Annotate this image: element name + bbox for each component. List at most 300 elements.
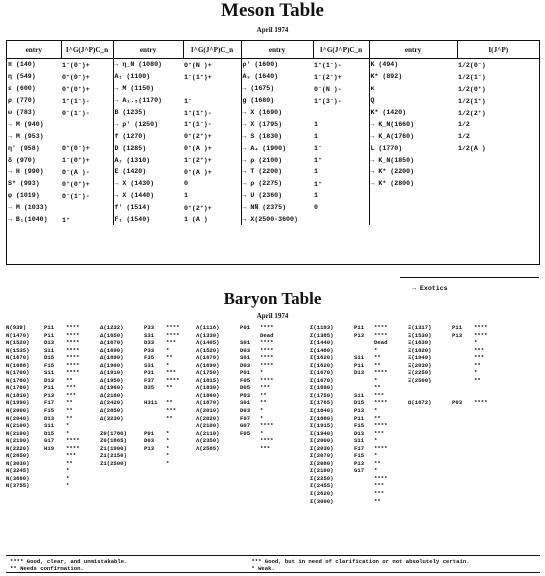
baryon-name: Ξ(1820) bbox=[408, 346, 432, 354]
baryon-wave: P11 bbox=[354, 324, 365, 331]
meson-entry: K* (1420) bbox=[370, 109, 407, 116]
baryon-wave bbox=[452, 339, 474, 347]
list-item bbox=[408, 399, 498, 407]
baryon-rating: ** bbox=[66, 414, 73, 422]
baryon-wave bbox=[240, 437, 260, 445]
meson-entry: D (1285) bbox=[114, 144, 147, 152]
baryon-wave bbox=[354, 339, 374, 347]
baryon-name: Σ(1765) bbox=[310, 399, 334, 407]
list-item bbox=[100, 430, 190, 438]
baryon-wave bbox=[144, 422, 166, 430]
baryon-rating: **** bbox=[374, 324, 388, 331]
baryon-name: N(939) bbox=[6, 324, 27, 331]
baryon-rating: * bbox=[374, 467, 378, 475]
baryon-name: Σ(1620) bbox=[310, 354, 334, 362]
meson-entry bbox=[369, 190, 457, 202]
meson-table-date: April 1974 bbox=[256, 26, 289, 34]
baryon-rating: **** bbox=[374, 474, 388, 482]
baryon-rating: **** bbox=[66, 354, 80, 362]
list-item bbox=[6, 362, 90, 370]
baryon-rating: **** bbox=[260, 354, 274, 362]
baryon-name: Λ(2585) bbox=[196, 444, 220, 452]
baryon-wave bbox=[144, 415, 166, 423]
meson-entry: K (494) bbox=[370, 61, 399, 69]
list-item bbox=[100, 452, 190, 460]
meson-entry: ρ (770) bbox=[8, 97, 36, 105]
baryon-name: Σ(1385) bbox=[310, 331, 334, 339]
meson-entry: → K_A(1760) bbox=[370, 132, 415, 140]
table-row bbox=[7, 178, 539, 190]
meson-entry: κ bbox=[370, 85, 375, 93]
table-row bbox=[7, 71, 539, 83]
meson-entry: ε (600) bbox=[8, 85, 36, 93]
baryon-rating: ** bbox=[374, 414, 381, 422]
baryon-wave bbox=[452, 377, 474, 385]
table-row bbox=[7, 142, 539, 154]
baryon-rating: * bbox=[166, 452, 170, 460]
baryon-rating: *** bbox=[474, 346, 485, 354]
meson-quantum-numbers: 1⁺(1⁻)- bbox=[183, 118, 241, 130]
baryon-rating: * bbox=[66, 429, 70, 437]
meson-quantum-numbers: 1 bbox=[313, 190, 369, 202]
list-item bbox=[100, 332, 190, 340]
baryon-wave bbox=[144, 407, 166, 415]
table-row bbox=[7, 95, 539, 107]
meson-entry: → H (990) bbox=[8, 168, 44, 176]
list-item bbox=[6, 354, 90, 362]
meson-quantum-numbers: 1/2(A ) bbox=[458, 144, 486, 152]
list-item bbox=[408, 362, 498, 370]
table-row bbox=[7, 154, 539, 166]
table-row bbox=[7, 83, 539, 95]
list-item bbox=[196, 437, 286, 445]
list-item bbox=[310, 422, 398, 430]
list-item bbox=[100, 422, 190, 430]
baryon-name: Z0(1780) bbox=[100, 429, 127, 437]
meson-entry: → X (1795) bbox=[242, 120, 283, 128]
meson-entry: → M (1150) bbox=[114, 85, 155, 93]
list-item bbox=[196, 430, 286, 438]
list-item bbox=[100, 362, 190, 370]
baryon-name: Δ(2850) bbox=[100, 407, 124, 415]
baryon-rating: **** bbox=[374, 331, 388, 339]
baryon-name: Σ(1915) bbox=[310, 422, 334, 430]
baryon-rating: **** bbox=[260, 361, 274, 369]
baryon-rating: **** bbox=[66, 346, 80, 354]
list-item bbox=[310, 475, 398, 483]
meson-entry: → A₁.₅(1170) bbox=[114, 97, 162, 105]
baryon-name: Ξ(1940) bbox=[408, 354, 432, 362]
list-item bbox=[6, 482, 90, 490]
baryon-wave bbox=[354, 384, 374, 392]
baryon-name: N(3030) bbox=[6, 459, 30, 467]
list-item bbox=[100, 384, 190, 392]
baryon-wave: P11 bbox=[354, 361, 365, 369]
baryon-wave bbox=[240, 332, 260, 340]
meson-header-3: I^G(J^P)C_n bbox=[183, 41, 241, 59]
list-item bbox=[310, 347, 398, 355]
list-item bbox=[310, 384, 398, 392]
list-item bbox=[408, 339, 498, 347]
baryon-rating: * bbox=[166, 437, 170, 445]
meson-quantum-numbers bbox=[313, 107, 369, 119]
meson-quantum-numbers bbox=[457, 178, 539, 190]
list-item bbox=[196, 369, 286, 377]
meson-header-6: entry bbox=[369, 41, 457, 59]
baryon-name: N(1780) bbox=[6, 384, 30, 392]
baryon-name: Δ(1670) bbox=[100, 339, 124, 347]
baryon-rating: * bbox=[66, 474, 70, 482]
meson-entry: L (1770) bbox=[370, 144, 403, 152]
meson-quantum-numbers: 1/2 bbox=[458, 132, 470, 140]
list-item bbox=[196, 377, 286, 385]
meson-quantum-numbers: 1⁺ bbox=[313, 178, 369, 190]
baryon-name: Σ(2100) bbox=[310, 467, 334, 475]
baryon-name: Σ(1193) bbox=[310, 324, 334, 331]
list-item bbox=[6, 415, 90, 423]
list-item bbox=[100, 437, 190, 445]
baryon-name: Λ(1116) bbox=[196, 324, 220, 331]
table-row bbox=[7, 214, 539, 226]
baryon-rating: **** bbox=[260, 324, 274, 331]
meson-quantum-numbers: 0⁻(1⁻)- bbox=[61, 107, 113, 119]
meson-quantum-numbers: 0⁺(0⁻)+ bbox=[61, 71, 113, 83]
baryon-rating: **** bbox=[374, 422, 388, 430]
list-item bbox=[100, 399, 190, 407]
list-item bbox=[310, 399, 398, 407]
baryon-rating: * bbox=[66, 422, 70, 430]
baryon-name: N(2040) bbox=[6, 414, 30, 422]
baryon-rating: ** bbox=[260, 391, 267, 399]
meson-entry: → S (1830) bbox=[242, 132, 283, 140]
meson-quantum-numbers: 1/2(0⁻) bbox=[458, 61, 486, 69]
list-item bbox=[310, 324, 398, 332]
meson-header-2: entry bbox=[113, 41, 183, 59]
list-item bbox=[6, 437, 90, 445]
baryon-name: Δ(1690) bbox=[100, 346, 124, 354]
baryon-wave: D33 bbox=[144, 339, 155, 347]
meson-entry: ω (783) bbox=[8, 109, 36, 116]
baryon-wave bbox=[44, 460, 66, 468]
baryon-wave: P33 bbox=[144, 324, 155, 331]
baryon-name: Σ(1750) bbox=[310, 391, 334, 399]
baryon-wave bbox=[44, 452, 66, 460]
baryon-rating: **** bbox=[260, 376, 274, 384]
baryon-name: Λ(2100) bbox=[196, 422, 220, 430]
list-item bbox=[408, 332, 498, 340]
meson-entry bbox=[369, 214, 457, 226]
meson-quantum-numbers: 1⁻(1⁺)+ bbox=[183, 71, 241, 83]
list-item bbox=[310, 460, 398, 468]
baryon-name: N(2650) bbox=[6, 452, 30, 460]
baryon-wave bbox=[44, 482, 66, 490]
baryon-wave bbox=[452, 369, 474, 377]
baryon-xi-column bbox=[408, 324, 498, 407]
list-item bbox=[6, 460, 90, 468]
meson-quantum-numbers: 1⁻ bbox=[313, 142, 369, 154]
baryon-wave bbox=[452, 354, 474, 362]
meson-entry: B (1235) bbox=[114, 109, 147, 116]
baryon-wave: D13 bbox=[354, 429, 365, 437]
list-item bbox=[310, 445, 398, 453]
list-item bbox=[6, 430, 90, 438]
baryon-rating: ** bbox=[166, 399, 173, 407]
baryon-wave: P11 bbox=[354, 414, 365, 422]
baryon-lambda-column bbox=[196, 324, 286, 452]
baryon-rating: * bbox=[166, 444, 170, 452]
baryon-rating: * bbox=[474, 339, 478, 347]
baryon-rating: *** bbox=[260, 444, 271, 452]
baryon-rating: **** bbox=[260, 437, 274, 445]
list-item bbox=[6, 369, 90, 377]
baryon-wave bbox=[144, 460, 166, 468]
meson-quantum-numbers: 0⁻(A )- bbox=[61, 166, 113, 178]
baryon-name: Z1(2150) bbox=[100, 452, 127, 460]
baryon-rating: *** bbox=[260, 384, 271, 392]
list-item bbox=[6, 452, 90, 460]
list-item bbox=[408, 384, 498, 392]
meson-header-0: entry bbox=[7, 41, 61, 59]
list-item bbox=[196, 354, 286, 362]
baryon-rating: **** bbox=[474, 399, 488, 407]
meson-entry: g (1680) bbox=[242, 97, 275, 105]
meson-entry: δ (970) bbox=[8, 156, 36, 164]
baryon-rating: **** bbox=[374, 444, 388, 452]
list-item bbox=[6, 467, 90, 475]
meson-quantum-numbers: 0⁺(A )+ bbox=[183, 142, 241, 154]
baryon-wave bbox=[354, 482, 374, 490]
meson-header-1: I^G(J^P)C_n bbox=[61, 41, 113, 59]
baryon-name: Λ(1830) bbox=[196, 384, 220, 392]
baryon-rating: ** bbox=[66, 459, 73, 467]
legend-bottom-rule bbox=[6, 572, 540, 573]
baryon-rating: * bbox=[66, 482, 70, 490]
table-row bbox=[7, 107, 539, 119]
list-item bbox=[196, 415, 286, 423]
baryon-name: Λ(1520) bbox=[196, 346, 220, 354]
meson-header-7: I(J^P) bbox=[457, 41, 539, 59]
list-item bbox=[6, 339, 90, 347]
baryon-name: Z1(2500) bbox=[100, 459, 127, 467]
baryon-name: N(1810) bbox=[6, 391, 30, 399]
baryon-name: Σ(2070) bbox=[310, 452, 334, 460]
list-item bbox=[196, 324, 286, 332]
baryon-rating bbox=[166, 422, 190, 430]
baryon-wave: P13 bbox=[452, 331, 463, 339]
meson-entry: → K* (2200) bbox=[370, 168, 415, 176]
meson-entry: A₃ (1640) bbox=[242, 73, 279, 81]
meson-entry: f' (1514) bbox=[114, 204, 151, 212]
meson-quantum-numbers bbox=[457, 166, 539, 178]
baryon-name: Σ(2000) bbox=[310, 437, 334, 445]
baryon-wave bbox=[452, 384, 474, 392]
list-item bbox=[408, 354, 498, 362]
baryon-wave: S11 bbox=[44, 422, 55, 430]
meson-entry: → A₄ (1900) bbox=[242, 144, 287, 152]
list-item bbox=[196, 347, 286, 355]
legend-weak: * Weak. bbox=[251, 565, 275, 572]
meson-quantum-numbers: 1⁺ bbox=[61, 214, 113, 226]
baryon-wave: H19 bbox=[44, 444, 55, 452]
baryon-name: Λ(1870) bbox=[196, 399, 220, 407]
baryon-wave: P11 bbox=[44, 331, 55, 339]
baryon-rating: *** bbox=[374, 429, 385, 437]
baryon-wave: P13 bbox=[354, 331, 365, 339]
list-item bbox=[310, 332, 398, 340]
baryon-wave bbox=[452, 347, 474, 355]
baryon-rating: * bbox=[166, 459, 170, 467]
meson-entry: → M (953) bbox=[8, 132, 44, 140]
list-item bbox=[408, 347, 498, 355]
meson-quantum-numbers: 1/2(1⁻) bbox=[458, 73, 486, 81]
baryon-rating: **** bbox=[66, 369, 80, 377]
baryon-name: Σ(1620) bbox=[310, 361, 334, 369]
list-item bbox=[196, 384, 286, 392]
baryon-wave bbox=[354, 498, 374, 506]
table-row bbox=[7, 130, 539, 142]
baryon-rating: Dead bbox=[260, 331, 274, 339]
baryon-wave: G07 bbox=[240, 422, 251, 430]
baryon-name: Ξ(2500) bbox=[408, 376, 432, 384]
baryon-name: Σ(1840) bbox=[310, 407, 334, 415]
meson-quantum-numbers: 1/2(0⁺) bbox=[458, 85, 486, 93]
meson-entry: S* (993) bbox=[8, 180, 40, 188]
baryon-rating bbox=[474, 392, 498, 400]
baryon-rating: * bbox=[374, 346, 378, 354]
baryon-wave: D05 bbox=[240, 384, 251, 392]
meson-entry: ρ' (1600) bbox=[242, 61, 279, 69]
meson-quantum-numbers: 1⁺(1⁻)- bbox=[313, 59, 369, 71]
list-item bbox=[408, 369, 498, 377]
baryon-wave: S11 bbox=[354, 437, 365, 445]
baryon-rating: * bbox=[374, 376, 378, 384]
meson-entry: → X (1690) bbox=[242, 109, 283, 116]
baryon-wave: F15 bbox=[44, 361, 55, 369]
list-item bbox=[196, 407, 286, 415]
baryon-wave: F05 bbox=[240, 429, 251, 437]
baryon-name: Λ(2110) bbox=[196, 429, 220, 437]
list-item bbox=[100, 339, 190, 347]
baryon-name: Σ(1880) bbox=[310, 414, 334, 422]
meson-quantum-numbers: 1 bbox=[313, 118, 369, 130]
baryon-name: Δ(1910) bbox=[100, 369, 124, 377]
baryon-wave: F35 bbox=[144, 354, 155, 362]
meson-quantum-numbers: 0⁺(2⁺)+ bbox=[183, 202, 241, 214]
list-item bbox=[310, 339, 398, 347]
baryon-rating: ** bbox=[474, 361, 481, 369]
baryon-wave: D13 bbox=[44, 414, 55, 422]
meson-quantum-numbers: 1/2(1⁺) bbox=[458, 97, 486, 105]
baryon-wave: S01 bbox=[240, 339, 251, 347]
baryon-table-date: April 1974 bbox=[256, 312, 289, 320]
baryon-wave: P01 bbox=[240, 324, 251, 331]
baryon-name: Σ(1690) bbox=[310, 384, 334, 392]
list-item bbox=[6, 422, 90, 430]
baryon-name: Δ(3230) bbox=[100, 414, 124, 422]
baryon-wave: D15 bbox=[354, 399, 365, 407]
meson-entry: → K_N(1850) bbox=[370, 156, 415, 164]
meson-entry: A₁ (1100) bbox=[114, 73, 151, 81]
baryon-rating: **** bbox=[166, 324, 180, 331]
list-item bbox=[310, 467, 398, 475]
baryon-rating: ** bbox=[374, 497, 381, 505]
baryon-wave bbox=[44, 467, 66, 475]
baryon-name: Δ(1960) bbox=[100, 384, 124, 392]
baryon-name: Σ(2620) bbox=[310, 490, 334, 498]
list-item bbox=[310, 482, 398, 490]
meson-quantum-numbers: 1⁻(2⁻)+ bbox=[313, 71, 369, 83]
baryon-wave: F15 bbox=[354, 422, 365, 430]
baryon-wave bbox=[354, 377, 374, 385]
exotics-divider bbox=[400, 277, 539, 278]
meson-quantum-numbers: 1 bbox=[313, 130, 369, 142]
meson-quantum-numbers: 1⁻(0⁺)+ bbox=[61, 154, 113, 166]
baryon-name: Ξ(2250) bbox=[408, 369, 432, 377]
meson-quantum-numbers: 1⁺ bbox=[313, 154, 369, 166]
baryon-rating: **** bbox=[166, 376, 180, 384]
meson-entry: K* (892) bbox=[370, 73, 403, 81]
baryon-rating: * bbox=[374, 437, 378, 445]
baryon-rating: * bbox=[166, 346, 170, 354]
baryon-wave: D15 bbox=[44, 429, 55, 437]
baryon-wave: F17 bbox=[44, 399, 55, 407]
list-item bbox=[100, 324, 190, 332]
baryon-sigma-column bbox=[310, 324, 398, 505]
list-item bbox=[310, 430, 398, 438]
meson-quantum-numbers bbox=[61, 118, 113, 130]
list-item bbox=[408, 392, 498, 400]
baryon-rating: *** bbox=[166, 407, 177, 415]
baryon-rating: *** bbox=[474, 354, 485, 362]
list-item bbox=[310, 498, 398, 506]
baryon-rating: **** bbox=[374, 369, 388, 377]
baryon-name: Δ(1890) bbox=[100, 354, 124, 362]
baryon-wave: P31 bbox=[144, 369, 155, 377]
list-item bbox=[310, 377, 398, 385]
baryon-wave: P13 bbox=[354, 407, 365, 415]
list-item bbox=[6, 377, 90, 385]
baryon-rating: **** bbox=[260, 422, 274, 430]
baryon-name: Ξ(1530) bbox=[408, 331, 432, 339]
meson-entry: π (140) bbox=[8, 61, 36, 69]
baryon-rating: ** bbox=[374, 361, 381, 369]
list-item bbox=[310, 437, 398, 445]
baryon-wave: D13 bbox=[354, 369, 365, 377]
list-item bbox=[6, 407, 90, 415]
baryon-name: N(1688) bbox=[6, 361, 30, 369]
baryon-name: Λ(1330) bbox=[196, 331, 220, 339]
baryon-wave: D03 bbox=[144, 437, 155, 445]
meson-entry: φ (1019) bbox=[8, 192, 40, 200]
meson-quantum-numbers: 0 bbox=[313, 202, 369, 214]
baryon-name: Δ(1900) bbox=[100, 361, 124, 369]
baryon-wave: S11 bbox=[44, 346, 55, 354]
baryon-name: Σ(1480) bbox=[310, 346, 334, 354]
baryon-name: N(2100) bbox=[6, 422, 30, 430]
baryon-wave: P13 bbox=[144, 444, 155, 452]
meson-quantum-numbers bbox=[457, 202, 539, 214]
baryon-wave: D35 bbox=[144, 384, 155, 392]
list-item bbox=[100, 460, 190, 468]
table-row bbox=[7, 202, 539, 214]
baryon-rating: **** bbox=[66, 331, 80, 339]
baryon-name: Λ(1815) bbox=[196, 376, 220, 384]
baryon-rating: **** bbox=[66, 437, 80, 445]
baryon-wave: S11 bbox=[44, 369, 55, 377]
meson-header-5: I^G(J^P)C_n bbox=[313, 41, 369, 59]
baryon-rating: Dead bbox=[374, 339, 388, 347]
meson-entry: f (1270) bbox=[114, 132, 147, 140]
